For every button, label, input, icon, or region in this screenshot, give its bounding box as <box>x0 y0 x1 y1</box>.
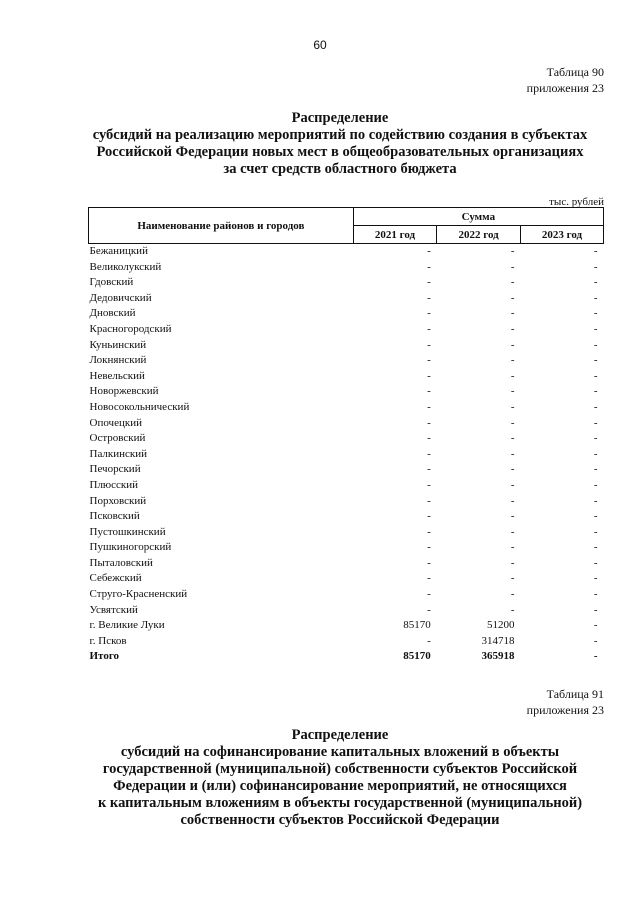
value-2021-cell: - <box>427 588 431 601</box>
table-row <box>89 369 604 385</box>
table-total-row <box>89 649 604 665</box>
value-2021-cell: - <box>427 541 431 554</box>
district-name-cell: Струго-Красненский <box>89 588 188 601</box>
value-2023-cell: - <box>593 291 598 304</box>
value-2021-cell: - <box>427 307 431 320</box>
header-year-2023: 2023 год <box>521 226 604 244</box>
value-2022-cell: - <box>510 447 515 460</box>
value-2022-cell: - <box>510 385 515 398</box>
value-2023-cell: - <box>593 260 598 273</box>
district-name-cell: Великолукский <box>89 260 162 273</box>
table-row <box>89 291 604 307</box>
value-2022-cell: 365918 <box>481 650 515 663</box>
value-2021-cell: - <box>427 494 431 507</box>
unit-label: тыс. рублей <box>549 196 604 208</box>
value-2021-cell: - <box>427 322 431 335</box>
value-2021-cell: - <box>427 634 431 647</box>
value-2021-cell: - <box>427 447 431 460</box>
district-name-cell: Невельский <box>89 369 145 382</box>
value-2023-cell: - <box>593 572 598 585</box>
value-2023-cell: - <box>593 307 598 320</box>
table-row <box>89 416 604 432</box>
value-2023-cell: - <box>593 338 598 351</box>
value-2023-cell: - <box>593 494 598 507</box>
table-91-title: Распределение <box>291 727 389 743</box>
district-name-cell: Пушкиногорский <box>89 541 172 554</box>
district-name-cell: г. Псков <box>89 634 127 647</box>
table-row <box>89 353 604 369</box>
table-91-subtitle-line: государственной (муниципальной) собственности субъектов Российской <box>102 761 578 777</box>
value-2021-cell: - <box>427 525 431 538</box>
value-2021-cell: - <box>427 260 431 273</box>
district-name-cell: Дновский <box>89 307 136 320</box>
value-2023-cell: - <box>593 463 598 476</box>
value-2022-cell: - <box>510 478 515 491</box>
district-name-cell: Пустошкинский <box>89 525 166 538</box>
table-90-ref-line2: приложения 23 <box>526 81 604 95</box>
value-2022-cell: - <box>510 322 515 335</box>
table-row <box>89 494 604 510</box>
value-2022-cell: - <box>510 556 515 569</box>
header-year-2021: 2021 год <box>353 226 436 244</box>
district-name-cell: Новосокольнический <box>89 400 190 413</box>
table-row <box>89 634 604 650</box>
value-2022-cell: - <box>510 369 515 382</box>
value-2023-cell: - <box>593 354 598 367</box>
value-2021-cell: - <box>427 400 431 413</box>
table-row <box>89 540 604 556</box>
value-2023-cell: - <box>593 322 598 335</box>
district-name-cell: Плюсский <box>89 478 139 491</box>
table-row <box>89 338 604 354</box>
table-row <box>89 603 604 619</box>
value-2021-cell: - <box>427 276 431 289</box>
table-91-subtitle-line: к капитальным вложениям в объекты государственной (муниципальной) <box>97 795 583 811</box>
value-2023-cell: - <box>593 619 598 632</box>
district-name-cell: Пыталовский <box>89 556 153 569</box>
value-2023-cell: - <box>593 245 598 257</box>
table-body <box>89 244 604 666</box>
value-2023-cell: - <box>593 525 598 538</box>
value-2021-cell: - <box>427 385 431 398</box>
table-90-heading <box>60 110 620 178</box>
value-2023-cell: - <box>593 510 598 523</box>
value-2021-cell: - <box>427 478 431 491</box>
value-2022-cell: - <box>510 432 515 445</box>
table-row <box>89 322 604 338</box>
value-2021-cell: - <box>427 603 431 616</box>
table-row <box>89 384 604 400</box>
district-name-cell: Себежский <box>89 572 142 585</box>
value-2022-cell: - <box>510 588 515 601</box>
value-2023-cell: - <box>593 556 598 569</box>
value-2021-cell: - <box>427 432 431 445</box>
table-row <box>89 244 604 260</box>
table-90-title: Распределение <box>291 110 389 126</box>
table-90-subtitle-line: за счет средств областного бюджета <box>223 161 457 177</box>
table-row <box>89 618 604 634</box>
value-2022-cell: - <box>510 525 515 538</box>
value-2022-cell: - <box>510 572 515 585</box>
value-2023-cell: - <box>593 447 598 460</box>
value-2021-cell: 85170 <box>403 650 431 663</box>
value-2022-cell: - <box>510 416 515 429</box>
value-2022-cell: 51200 <box>487 619 515 632</box>
table-row <box>89 431 604 447</box>
table-row <box>89 260 604 276</box>
district-name-cell: Палкинский <box>89 447 148 460</box>
value-2021-cell: - <box>427 338 431 351</box>
value-2022-cell: - <box>510 494 515 507</box>
table-row <box>89 587 604 603</box>
value-2022-cell: - <box>510 245 515 257</box>
table-row <box>89 400 604 416</box>
page-number: 60 <box>313 38 327 52</box>
district-name-cell: Порховский <box>89 494 147 507</box>
value-2021-cell: - <box>427 572 431 585</box>
value-2022-cell: - <box>510 510 515 523</box>
value-2021-cell: - <box>427 510 431 523</box>
district-name-cell: Гдовский <box>89 276 134 289</box>
value-2023-cell: - <box>593 603 598 616</box>
table-90-subtitle-line: субсидий на реализацию мероприятий по содействию создания в субъектах <box>92 127 588 143</box>
table-91-subtitle-line: субсидий на софинансирование капитальных вложений в объекты <box>120 744 560 760</box>
value-2021-cell: - <box>427 416 431 429</box>
table-90-subtitle-line: Российской Федерации новых мест в общеобразовательных организациях <box>96 144 584 160</box>
district-name-cell: Дедовичский <box>89 291 152 304</box>
value-2023-cell: - <box>593 416 598 429</box>
value-2022-cell: - <box>510 400 515 413</box>
table-91-ref-line1: Таблица 91 <box>546 687 604 701</box>
table-row <box>89 571 604 587</box>
district-name-cell: Усвятский <box>89 603 138 616</box>
table-row <box>89 462 604 478</box>
value-2021-cell: 85170 <box>403 619 431 632</box>
value-2022-cell: - <box>510 541 515 554</box>
table-row <box>89 525 604 541</box>
district-name-cell: Островский <box>89 432 146 445</box>
value-2022-cell: 314718 <box>481 634 515 647</box>
value-2023-cell: - <box>593 541 598 554</box>
district-name-cell: Красногородский <box>89 322 172 335</box>
table-row <box>89 306 604 322</box>
value-2021-cell: - <box>427 556 431 569</box>
value-2023-cell: - <box>593 650 598 663</box>
value-2022-cell: - <box>510 354 515 367</box>
district-name-cell: Печорский <box>89 463 141 476</box>
distribution-table-90 <box>88 207 604 665</box>
table-row <box>89 275 604 291</box>
header-year-2022: 2022 год <box>437 226 521 244</box>
value-2023-cell: - <box>593 432 598 445</box>
district-name-cell: г. Великие Луки <box>89 619 165 632</box>
value-2021-cell: - <box>427 354 431 367</box>
value-2023-cell: - <box>593 634 598 647</box>
district-name-cell: Опочецкий <box>89 416 142 429</box>
table-91-subtitle-line: собственности субъектов Российской Федерации <box>180 812 500 828</box>
value-2022-cell: - <box>510 260 515 273</box>
district-name-cell: Псковский <box>89 510 140 523</box>
district-name-cell: Куньинский <box>89 338 147 351</box>
table-row <box>89 478 604 494</box>
value-2022-cell: - <box>510 307 515 320</box>
value-2023-cell: - <box>593 588 598 601</box>
value-2021-cell: - <box>427 245 431 257</box>
district-name-cell: Итого <box>89 650 120 663</box>
value-2023-cell: - <box>593 478 598 491</box>
value-2022-cell: - <box>510 291 515 304</box>
district-name-cell: Бежаницкий <box>89 245 148 257</box>
value-2023-cell: - <box>593 385 598 398</box>
value-2021-cell: - <box>427 369 431 382</box>
header-district-name: Наименование районов и городов <box>89 208 354 244</box>
table-91-ref-line2: приложения 23 <box>526 703 604 717</box>
table-91-reference <box>527 686 604 718</box>
value-2021-cell: - <box>427 463 431 476</box>
district-name-cell: Локнянский <box>89 354 147 367</box>
value-2023-cell: - <box>593 276 598 289</box>
table-90-reference <box>527 64 604 96</box>
table-91-heading <box>60 727 620 829</box>
district-name-cell: Новоржевский <box>89 385 159 398</box>
table-row <box>89 509 604 525</box>
value-2021-cell: - <box>427 291 431 304</box>
table-91-subtitle-line: Федерации и (или) софинансирование мероприятий, не относящихся <box>113 778 567 794</box>
table-90-ref-line1: Таблица 90 <box>546 65 604 79</box>
value-2022-cell: - <box>510 463 515 476</box>
value-2022-cell: - <box>510 603 515 616</box>
value-2022-cell: - <box>510 338 515 351</box>
value-2023-cell: - <box>593 369 598 382</box>
value-2022-cell: - <box>510 276 515 289</box>
value-2023-cell: - <box>593 400 598 413</box>
header-sum: Сумма <box>353 208 603 226</box>
table-row <box>89 447 604 463</box>
table-row <box>89 556 604 572</box>
